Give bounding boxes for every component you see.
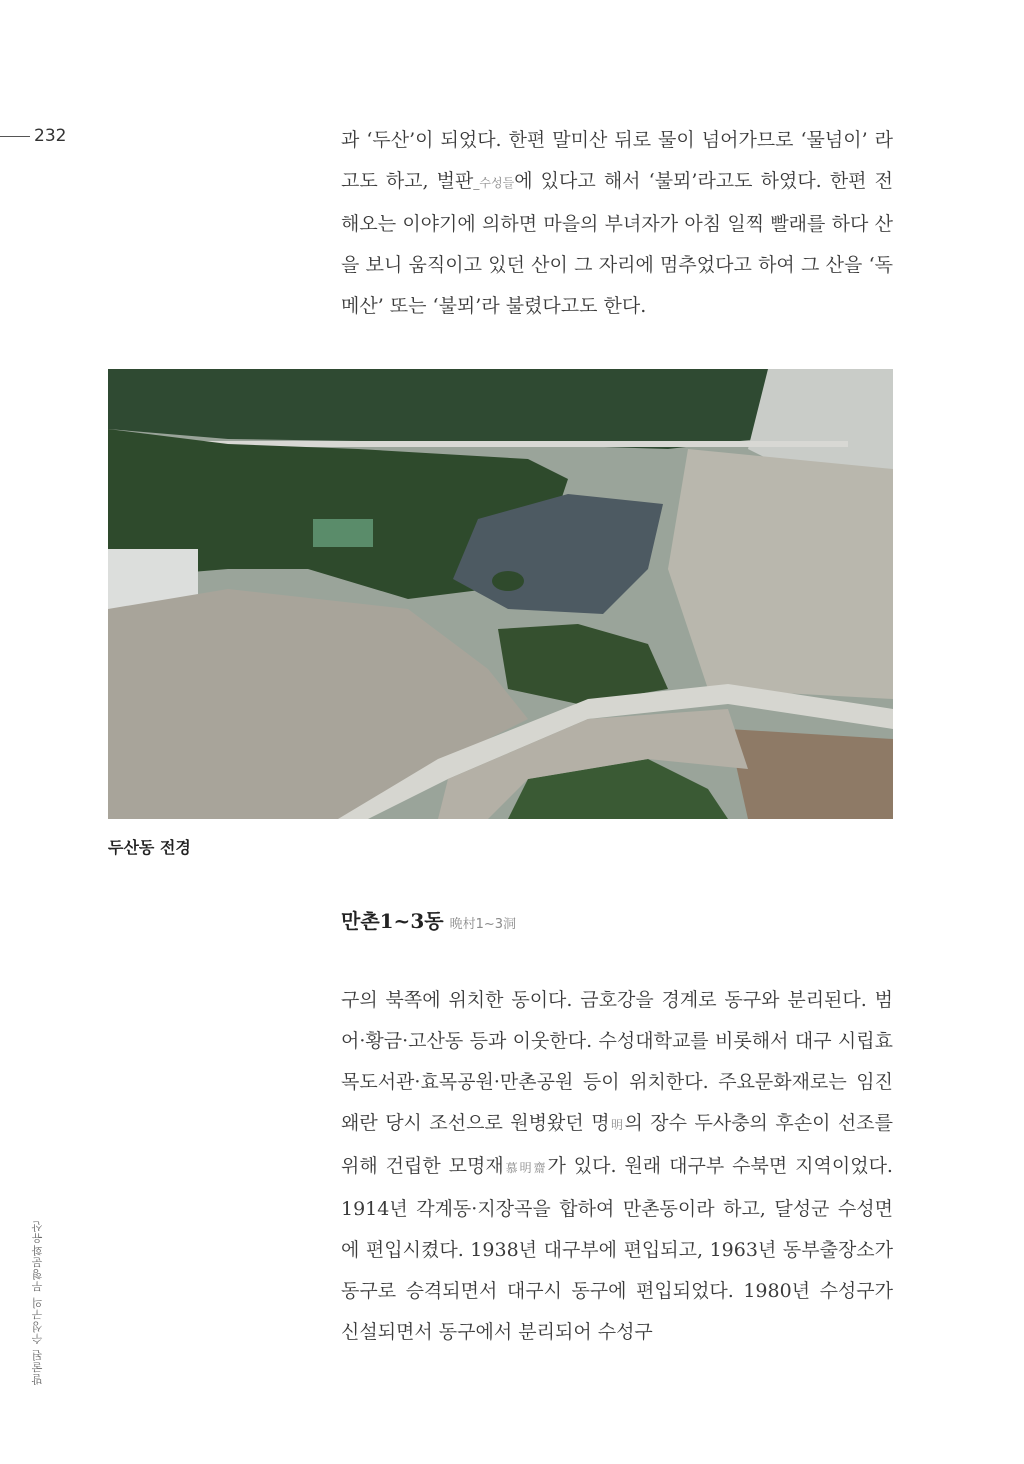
photo-caption: 두산동 전경 [108,838,191,857]
paragraph-intro [341,120,893,327]
section-hanja: 晩村1~3洞 [449,917,516,932]
page-number-text: 232 [34,126,67,146]
page-number-rule [0,136,30,137]
section-title: 만촌1~3동 [341,909,444,933]
gloss-annotation: 慕明齋 [503,1161,548,1175]
paragraph-intro-part2: 에 있다고 해서 ‘불뫼’라고도 하였다. 한편 전해오는 이야기에 의하면 마을의 부녀자가 아침 일찍 빨래를 하다 산을 보니 움직이고 있던 산이 그 자리에 멈추었다고 하여 그 산을 ‘독메산’ 또는 ‘불뫼’라 불렸다고도 한다. [341,170,894,317]
page-number [0,122,70,150]
paragraph-mancheon [341,980,893,1353]
paragraph-mancheon-part2: 의 장수 두사충의 후손이 선조를 위해 건립한 모명재 [341,1112,893,1177]
section-heading [341,905,516,934]
aerial-photo-dusan-dong [108,369,893,819]
side-book-title: 발굴된 수성구의 무형문화유산 [31,1220,44,1385]
paragraph-intro-part1: 과 ‘두산’이 되었다. 한편 말미산 뒤로 물이 넘어가므로 ‘물넘이’ 라고도 하고, 벌판 [341,129,893,192]
paragraph-mancheon-part1: 구의 북쪽에 위치한 동이다. 금호강을 경계로 동구와 분리된다. 범어·황금·고산동 등과 이웃한다. 수성대학교를 비롯해서 대구 시립효목도서관·효목공원·만촌공원 등이 위치한다. 주요문화재로는 임진왜란 당시 조선으로 원병왔던 명 [341,989,893,1134]
paragraph-mancheon-part3: 가 있다. 원래 대구부 수북면 지역이었다. 1914년 각계동·지장곡을 합하여 만촌동이라 하고, 달성군 수성면에 편입시켰다. 1938년 대구부에 편입되고, 1963년 동부출장소가 동구로 승격되면서 대구시 동구에 편입되었다. 1980년 수성구가 신설되면서 동구에서 분리되어 수성구 [341,1155,893,1343]
gloss-annotation: 明 [609,1118,625,1132]
gloss-annotation: _수성들 [473,176,515,190]
